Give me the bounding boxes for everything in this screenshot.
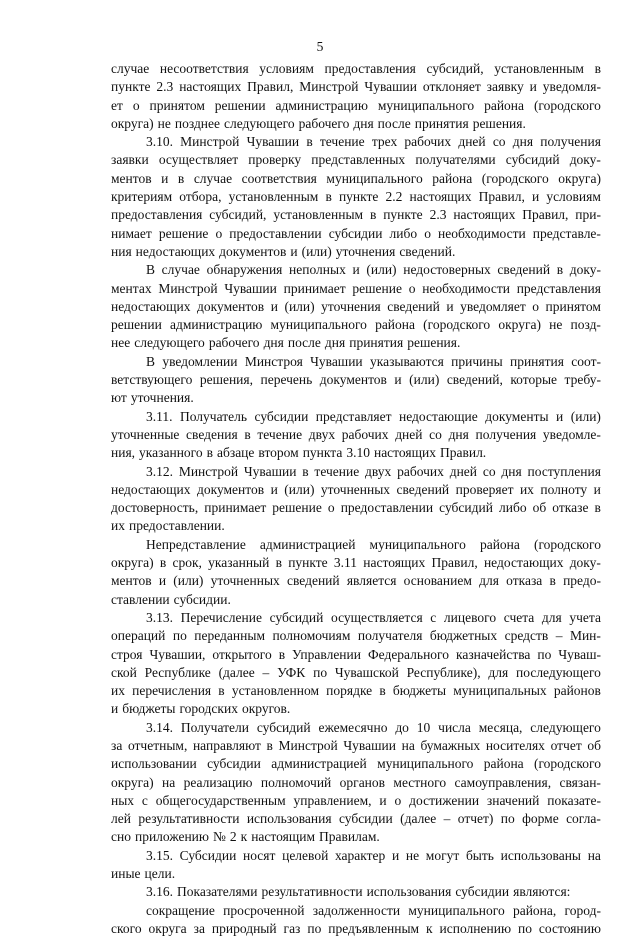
text-line: недостающих документов и (или) уточненных сведений проверяет их полноту и xyxy=(111,481,601,497)
text-line: ментов и (или) уточненных сведений является основанием для отказа в предо- xyxy=(111,573,601,589)
text-line: сокращение просроченной задолженности муниципального района, город- xyxy=(146,902,601,918)
text-line: предоставления субсидий, установленным в пункте 2.3 настоящих Правил, при- xyxy=(111,207,601,223)
text-line: ют уточнения. xyxy=(111,390,194,406)
text-line: 3.13. Перечисление субсидий осуществляется с лицевого счета для учета xyxy=(146,609,601,625)
text-line: уточненные сведения в течение двух рабочих дней со дня получения уведомле- xyxy=(111,426,601,442)
text-line: ния недостающих документов и (или) уточнения сведений. xyxy=(111,243,456,259)
text-line: строя Чувашии, открытого в Управлении Федерального казначейства по Чуваш- xyxy=(111,646,601,662)
text-line: ных с общегосударственным управлением, и о достижении значений показате- xyxy=(111,792,601,808)
text-line: ментов и в случае соответствия муниципального района (городского округа) xyxy=(111,170,601,186)
text-line: и бюджеты городских округов. xyxy=(111,701,291,717)
text-line: заявки осуществляет проверку представленных получателями субсидий доку- xyxy=(111,152,601,168)
text-line: иные цели. xyxy=(111,866,176,882)
page-number: 5 xyxy=(316,39,324,54)
text-line: округа) в срок, указанный в пункте 3.11 настоящих Правил, недостающих доку- xyxy=(111,555,601,571)
text-line: В случае обнаружения неполных и (или) недостоверных сведений в доку- xyxy=(146,262,601,278)
text-line: нее следующего рабочего дня после дня принятия решения. xyxy=(111,335,461,351)
text-line: ментах Минстрой Чувашии принимает решение о необходимости представления xyxy=(111,280,601,296)
text-line: Непредставление администрацией муниципального района (городского xyxy=(146,536,601,552)
document-body xyxy=(111,60,601,938)
text-line: недостающих документов и (или) уточнения сведений и уведомляет о принятом xyxy=(111,298,601,314)
text-line: ставлении субсидии. xyxy=(111,591,231,607)
text-line: решении администрацию муниципального района (городского округа) не позд- xyxy=(111,317,601,333)
text-line: критериям отбора, установленным в пункте 2.2 настоящих Правил, и условиям xyxy=(111,189,601,205)
text-line: 3.10. Минстрой Чувашии в течение трех рабочих дней со дня получения xyxy=(146,134,601,150)
text-line: за отчетным, направляют в Минстрой Чувашии на бумажных носителях отчет об xyxy=(111,737,601,753)
text-line: 3.14. Получатели субсидий ежемесячно до 10 числа месяца, следующего xyxy=(146,719,601,735)
text-line: 3.15. Субсидии носят целевой характер и не могут быть использованы на xyxy=(146,847,601,863)
text-line: ветствующего решения, перечень документов и (или) сведений, которые требу- xyxy=(111,372,601,388)
text-line: округа) не позднее следующего рабочего дня после принятия решения. xyxy=(111,115,526,131)
text-line: их перечисления в установленном порядке в бюджеты муниципальных районов xyxy=(111,683,601,699)
text-line: их предоставлении. xyxy=(111,518,225,534)
text-line: достоверность, принимает решение о предоставлении субсидий либо об отказе в xyxy=(111,500,601,516)
text-line: 3.12. Минстрой Чувашии в течение двух рабочих дней со дня поступления xyxy=(146,463,601,479)
text-line: нимает решение о предоставлении субсидии либо о необходимости представле- xyxy=(111,225,601,241)
text-line: сно приложению № 2 к настоящим Правилам. xyxy=(111,829,380,845)
text-line: ского округа за природный газ по предъявленным к исполнению по состоянию xyxy=(111,920,601,936)
text-line: случае несоответствия условиям предоставления субсидий, установленным в xyxy=(111,61,601,76)
text-line: пункте 2.3 настоящих Правил, Минстрой Чувашии отклоняет заявку и уведомля- xyxy=(111,79,601,95)
text-line: 3.16. Показателями результативности использования субсидии являются: xyxy=(146,884,571,900)
text-line: лей результативности использования субсидии (далее – отчет) по форме согла- xyxy=(111,811,601,827)
text-line: ской Республике (далее – УФК по Чувашской Республике), для последующего xyxy=(111,664,601,680)
text-line: использовании субсидии администрацией муниципального района (городского xyxy=(111,756,601,772)
text-line: 3.11. Получатель субсидии представляет недостающие документы и (или) xyxy=(146,408,601,424)
text-line: ет о принятом решении администрацию муниципального района (городского xyxy=(111,97,601,113)
text-line: округа) на реализацию полномочий органов местного самоуправления, связан- xyxy=(111,774,601,790)
text-line: В уведомлении Минстроя Чувашии указываются причины принятия соот- xyxy=(146,353,601,369)
text-line: операций по переданным полномочиям получателя бюджетных средств – Мин- xyxy=(111,628,601,644)
text-line: ния, указанного в абзаце втором пункта 3.10 настоящих Правил. xyxy=(111,445,487,461)
